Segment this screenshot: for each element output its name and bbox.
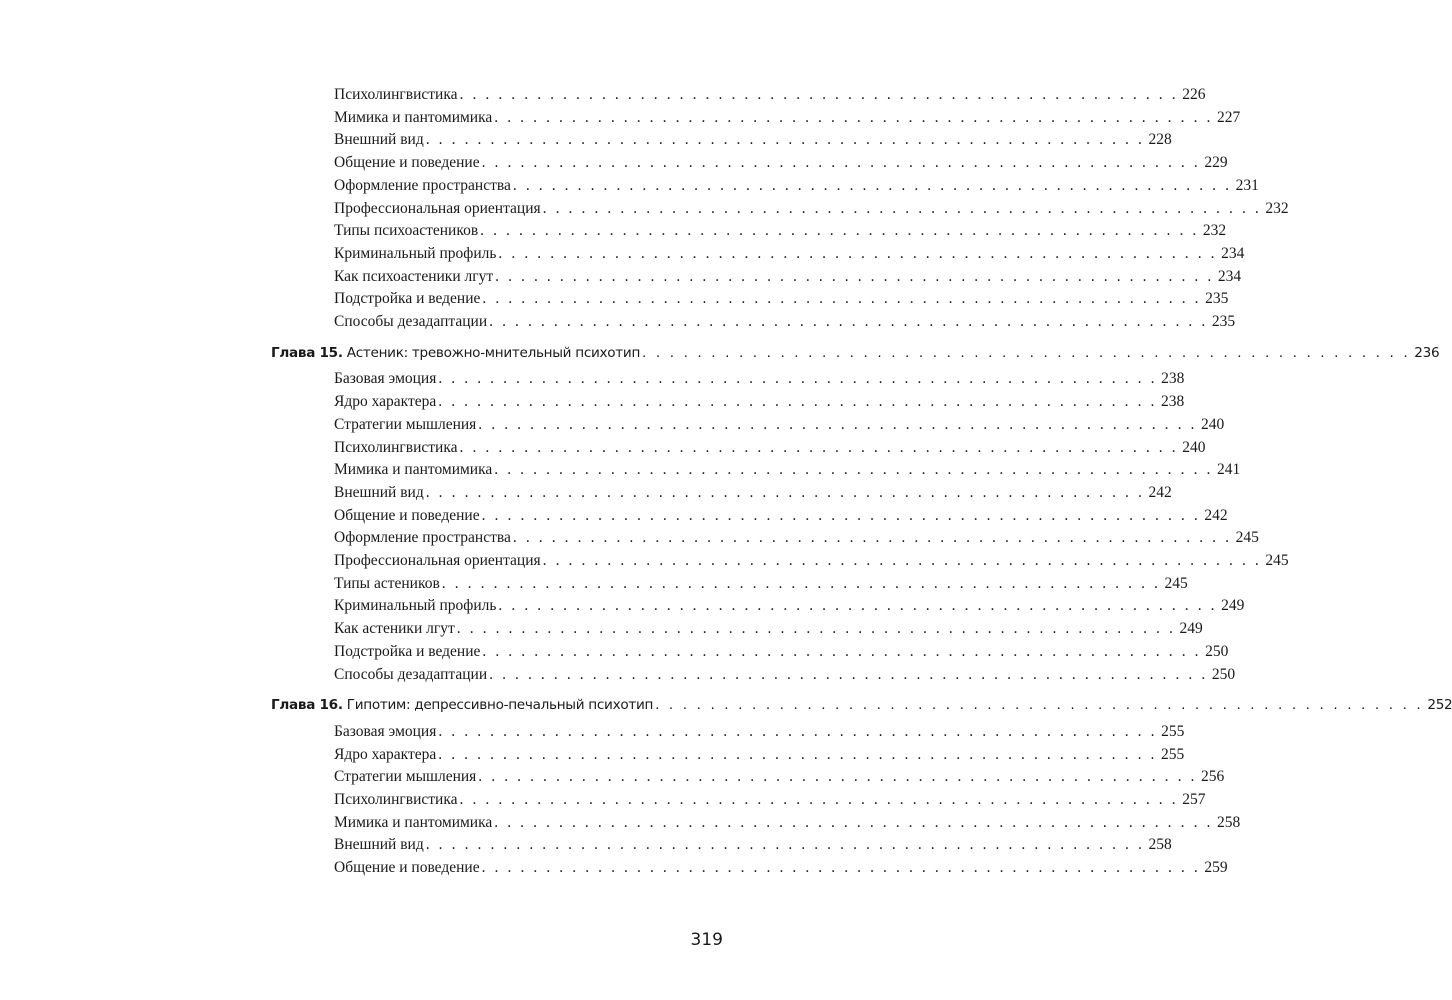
toc-page-number: 258 <box>1217 813 1241 831</box>
toc-page-number: 240 <box>1201 415 1225 433</box>
toc-entry-title: Ядро характера <box>334 745 437 763</box>
toc-entry-title: Базовая эмоция <box>334 370 437 388</box>
dot-leader: . . . . . . . . . . . . . . . . . . . . . . . . . . . . . . . . . . . . . . . . . . . . . . . . . . . . . . . . <box>494 108 1214 126</box>
toc-page-number: 255 <box>1161 722 1185 740</box>
dot-leader: . . . . . . . . . . . . . . . . . . . . . . . . . . . . . . . . . . . . . . . . . . . . . . . . . . . . . . . . <box>438 722 1158 740</box>
toc-page-number: 238 <box>1161 393 1185 411</box>
toc-entry <box>334 722 1185 745</box>
toc-entry <box>334 665 1236 688</box>
toc-page-number: 241 <box>1217 461 1241 479</box>
dot-leader: . . . . . . . . . . . . . . . . . . . . . . . . . . . . . . . . . . . . . . . . . . . . . . . . . . . . . . . . <box>456 620 1176 638</box>
toc-entry-title: Способы дезадаптации <box>334 313 488 330</box>
toc-entry <box>334 393 1185 415</box>
dot-leader: . . . . . . . . . . . . . . . . . . . . . . . . . . . . . . . . . . . . . . . . . . . . . . . . . . . . . . . . <box>481 859 1201 877</box>
toc-page-number: 227 <box>1217 108 1241 126</box>
dot-leader: . . . . . . . . . . . . . . . . . . . . . . . . . . . . . . . . . . . . . . . . . . . . . . . . . . . . . . . . <box>495 267 1214 285</box>
toc-entry-title: Подстройка и ведение <box>334 290 481 308</box>
toc-page-number: 252 <box>1427 697 1452 714</box>
chapter-title: Гипотим: депрессивно-печальный психотип <box>346 697 654 714</box>
toc-entry-title: Профессиональная ориентация <box>334 552 541 569</box>
toc-entry <box>334 461 1241 483</box>
toc-entry <box>334 222 1227 244</box>
toc-entry <box>334 529 1259 551</box>
toc-entry-title: Внешний вид <box>334 131 424 149</box>
toc-entry-title: Общение и поведение <box>334 506 480 524</box>
toc-page-number: 256 <box>1201 768 1225 786</box>
toc-entry-title: Криминальный профиль <box>334 597 497 615</box>
dot-leader: . . . . . . . . . . . . . . . . . . . . . . . . . . . . . . . . . . . . . . . . . . . . . . . . . . . . . . . . <box>498 597 1218 615</box>
toc-page-number: 232 <box>1265 199 1289 217</box>
toc-entry-title: Психолингвистика <box>334 86 458 103</box>
toc-entry <box>334 836 1172 858</box>
toc-entry <box>334 859 1228 881</box>
toc-entry-title: Психолингвистика <box>334 438 458 456</box>
toc-entry <box>334 154 1228 176</box>
toc-page-number: 245 <box>1164 574 1188 592</box>
toc-page-number: 250 <box>1211 665 1236 683</box>
toc-entry <box>334 813 1241 836</box>
toc-entry-title: Мимика и пантомимика <box>334 813 493 831</box>
toc-page-number: 240 <box>1182 438 1206 456</box>
toc-page-number: 234 <box>1217 267 1242 285</box>
dot-leader: . . . . . . . . . . . . . . . . . . . . . . . . . . . . . . . . . . . . . . . . . . . . . . . . . . . . . . . . <box>494 813 1214 831</box>
dot-leader: . . . . . . . . . . . . . . . . . . . . . . . . . . . . . . . . . . . . . . . . . . . . . . . . . . . . . . . . <box>655 697 1424 714</box>
toc-entry-title: Ядро характера <box>334 393 437 411</box>
toc-entry <box>334 438 1206 461</box>
dot-leader: . . . . . . . . . . . . . . . . . . . . . . . . . . . . . . . . . . . . . . . . . . . . . . . . . . . . . . . . <box>459 791 1179 808</box>
toc-entry-title: Профессиональная ориентация <box>334 199 541 217</box>
toc-entry-title: Типы психоастеников <box>334 222 479 240</box>
toc-entry-title: Общение и поведение <box>334 859 480 877</box>
toc-chapter-entry <box>271 697 1452 719</box>
dot-leader: . . . . . . . . . . . . . . . . . . . . . . . . . . . . . . . . . . . . . . . . . . . . . . . . . . . . . . . . <box>494 461 1214 479</box>
toc-entry-title <box>271 345 642 361</box>
toc-entry <box>334 131 1172 153</box>
dot-leader: . . . . . . . . . . . . . . . . . . . . . . . . . . . . . . . . . . . . . . . . . . . . . . . . . . . . . . . . <box>459 438 1179 456</box>
toc-entry <box>334 244 1245 267</box>
dot-leader: . . . . . . . . . . . . . . . . . . . . . . . . . . . . . . . . . . . . . . . . . . . . . . . . . . . . . . . . <box>441 574 1161 592</box>
toc-entry-title: Стратегии мышления <box>334 415 477 433</box>
toc-entry-title: Криминальный профиль <box>334 244 497 262</box>
dot-leader: . . . . . . . . . . . . . . . . . . . . . . . . . . . . . . . . . . . . . . . . . . . . . . . . . . . . . . . . <box>489 313 1208 330</box>
toc-page-number: 235 <box>1205 290 1229 308</box>
toc-page-number: 258 <box>1148 836 1172 854</box>
toc-page-number: 226 <box>1182 86 1206 103</box>
dot-leader: . . . . . . . . . . . . . . . . . . . . . . . . . . . . . . . . . . . . . . . . . . . . . . . . . . . . . . . . <box>438 745 1157 763</box>
chapter-prefix: Глава 16. <box>271 697 343 714</box>
toc-page-number: 238 <box>1161 370 1185 388</box>
toc-entry <box>334 313 1236 335</box>
toc-entry <box>334 267 1242 290</box>
toc-entry-title: Способы дезадаптации <box>334 665 488 683</box>
toc-entry <box>334 506 1228 529</box>
dot-leader: . . . . . . . . . . . . . . . . . . . . . . . . . . . . . . . . . . . . . . . . . . . . . . . . . . . . . . . . <box>542 199 1262 217</box>
toc-page-number: 235 <box>1211 313 1236 330</box>
toc-entry-title: Оформление пространства <box>334 529 511 547</box>
toc-page-number: 250 <box>1205 642 1229 660</box>
toc-entry <box>334 620 1203 642</box>
dot-leader: . . . . . . . . . . . . . . . . . . . . . . . . . . . . . . . . . . . . . . . . . . . . . . . . . . . . . . . . <box>438 370 1158 388</box>
toc-entry-title: Типы астеников <box>334 574 440 592</box>
toc-entry-title: Мимика и пантомимика <box>334 461 493 479</box>
chapter-prefix: Глава 15. <box>271 344 343 361</box>
toc-entry-title: Оформление пространства <box>334 176 511 194</box>
toc-page-number: 229 <box>1204 154 1228 172</box>
toc-entry-title <box>271 697 655 713</box>
dot-leader: . . . . . . . . . . . . . . . . . . . . . . . . . . . . . . . . . . . . . . . . . . . . . . . . . . . . . . . . <box>425 131 1145 149</box>
chapter-title: Астеник: тревожно-мнительный психотип <box>346 344 641 361</box>
toc-page-number: 228 <box>1148 131 1172 149</box>
dot-leader: . . . . . . . . . . . . . . . . . . . . . . . . . . . . . . . . . . . . . . . . . . . . . . . . . . . . . . . . <box>459 86 1179 103</box>
toc-entry <box>334 290 1229 312</box>
toc-entry <box>334 176 1259 199</box>
toc-page-number: 245 <box>1235 529 1259 547</box>
toc-entry <box>334 745 1185 768</box>
toc-entry <box>334 86 1206 108</box>
dot-leader: . . . . . . . . . . . . . . . . . . . . . . . . . . . . . . . . . . . . . . . . . . . . . . . . . . . . . . . . <box>425 483 1145 501</box>
toc-entry <box>334 642 1229 665</box>
toc-entry <box>334 483 1172 506</box>
toc-page-number: 249 <box>1179 620 1203 638</box>
dot-leader: . . . . . . . . . . . . . . . . . . . . . . . . . . . . . . . . . . . . . . . . . . . . . . . . . . . . . . . . <box>642 344 1411 361</box>
toc-page-number: 245 <box>1265 552 1289 569</box>
toc-entry-title: Мимика и пантомимика <box>334 108 493 126</box>
toc-page-number: 236 <box>1414 344 1440 361</box>
toc-entry-title: Внешний вид <box>334 836 424 854</box>
toc-entry <box>334 552 1289 574</box>
dot-leader: . . . . . . . . . . . . . . . . . . . . . . . . . . . . . . . . . . . . . . . . . . . . . . . . . . . . . . . . <box>482 642 1202 660</box>
dot-leader: . . . . . . . . . . . . . . . . . . . . . . . . . . . . . . . . . . . . . . . . . . . . . . . . . . . . . . . . <box>425 836 1145 854</box>
toc-entry <box>334 768 1225 790</box>
toc-page-number: 259 <box>1204 859 1228 877</box>
dot-leader: . . . . . . . . . . . . . . . . . . . . . . . . . . . . . . . . . . . . . . . . . . . . . . . . . . . . . . . . <box>481 506 1201 524</box>
toc-entry <box>334 574 1188 597</box>
toc-entry-title: Стратегии мышления <box>334 768 477 786</box>
dot-leader: . . . . . . . . . . . . . . . . . . . . . . . . . . . . . . . . . . . . . . . . . . . . . . . . . . . . . . . . <box>481 154 1201 172</box>
toc-entry <box>334 370 1185 392</box>
toc-entry-title: Общение и поведение <box>334 154 480 172</box>
toc-page-number: 234 <box>1221 244 1245 262</box>
toc-entry-title: Базовая эмоция <box>334 722 437 740</box>
toc-page-number: 232 <box>1202 222 1227 240</box>
toc-entry <box>334 597 1245 619</box>
dot-leader: . . . . . . . . . . . . . . . . . . . . . . . . . . . . . . . . . . . . . . . . . . . . . . . . . . . . . . . . <box>512 176 1232 194</box>
dot-leader: . . . . . . . . . . . . . . . . . . . . . . . . . . . . . . . . . . . . . . . . . . . . . . . . . . . . . . . . <box>478 415 1198 433</box>
dot-leader: . . . . . . . . . . . . . . . . . . . . . . . . . . . . . . . . . . . . . . . . . . . . . . . . . . . . . . . . <box>482 290 1202 308</box>
toc-chapter-entry <box>271 344 1440 367</box>
dot-leader: . . . . . . . . . . . . . . . . . . . . . . . . . . . . . . . . . . . . . . . . . . . . . . . . . . . . . . . . <box>480 222 1199 240</box>
toc-page-number: 242 <box>1204 506 1228 524</box>
toc-page-number: 257 <box>1182 791 1206 808</box>
toc-page-number: 242 <box>1148 483 1172 501</box>
dot-leader: . . . . . . . . . . . . . . . . . . . . . . . . . . . . . . . . . . . . . . . . . . . . . . . . . . . . . . . . <box>478 768 1198 786</box>
dot-leader: . . . . . . . . . . . . . . . . . . . . . . . . . . . . . . . . . . . . . . . . . . . . . . . . . . . . . . . . <box>489 665 1208 683</box>
toc-entry-title: Психолингвистика <box>334 791 458 808</box>
toc-entry <box>334 199 1289 222</box>
toc-entry-title: Как психоастеники лгут <box>334 267 494 285</box>
dot-leader: . . . . . . . . . . . . . . . . . . . . . . . . . . . . . . . . . . . . . . . . . . . . . . . . . . . . . . . . <box>438 393 1157 411</box>
dot-leader: . . . . . . . . . . . . . . . . . . . . . . . . . . . . . . . . . . . . . . . . . . . . . . . . . . . . . . . . <box>498 244 1218 262</box>
toc-entry <box>334 415 1225 438</box>
toc-entry <box>334 791 1206 813</box>
toc-page-number: 255 <box>1161 745 1185 763</box>
toc-page-number: 249 <box>1221 597 1245 615</box>
page-number: 319 <box>690 930 723 950</box>
toc-entry-title: Как астеники лгут <box>334 620 455 638</box>
dot-leader: . . . . . . . . . . . . . . . . . . . . . . . . . . . . . . . . . . . . . . . . . . . . . . . . . . . . . . . . <box>512 529 1232 547</box>
toc-entry <box>334 108 1241 131</box>
toc-entry-title: Подстройка и ведение <box>334 642 481 660</box>
toc-entry-title: Внешний вид <box>334 483 424 501</box>
dot-leader: . . . . . . . . . . . . . . . . . . . . . . . . . . . . . . . . . . . . . . . . . . . . . . . . . . . . . . . . <box>542 552 1262 569</box>
toc-page-number: 231 <box>1235 176 1259 194</box>
